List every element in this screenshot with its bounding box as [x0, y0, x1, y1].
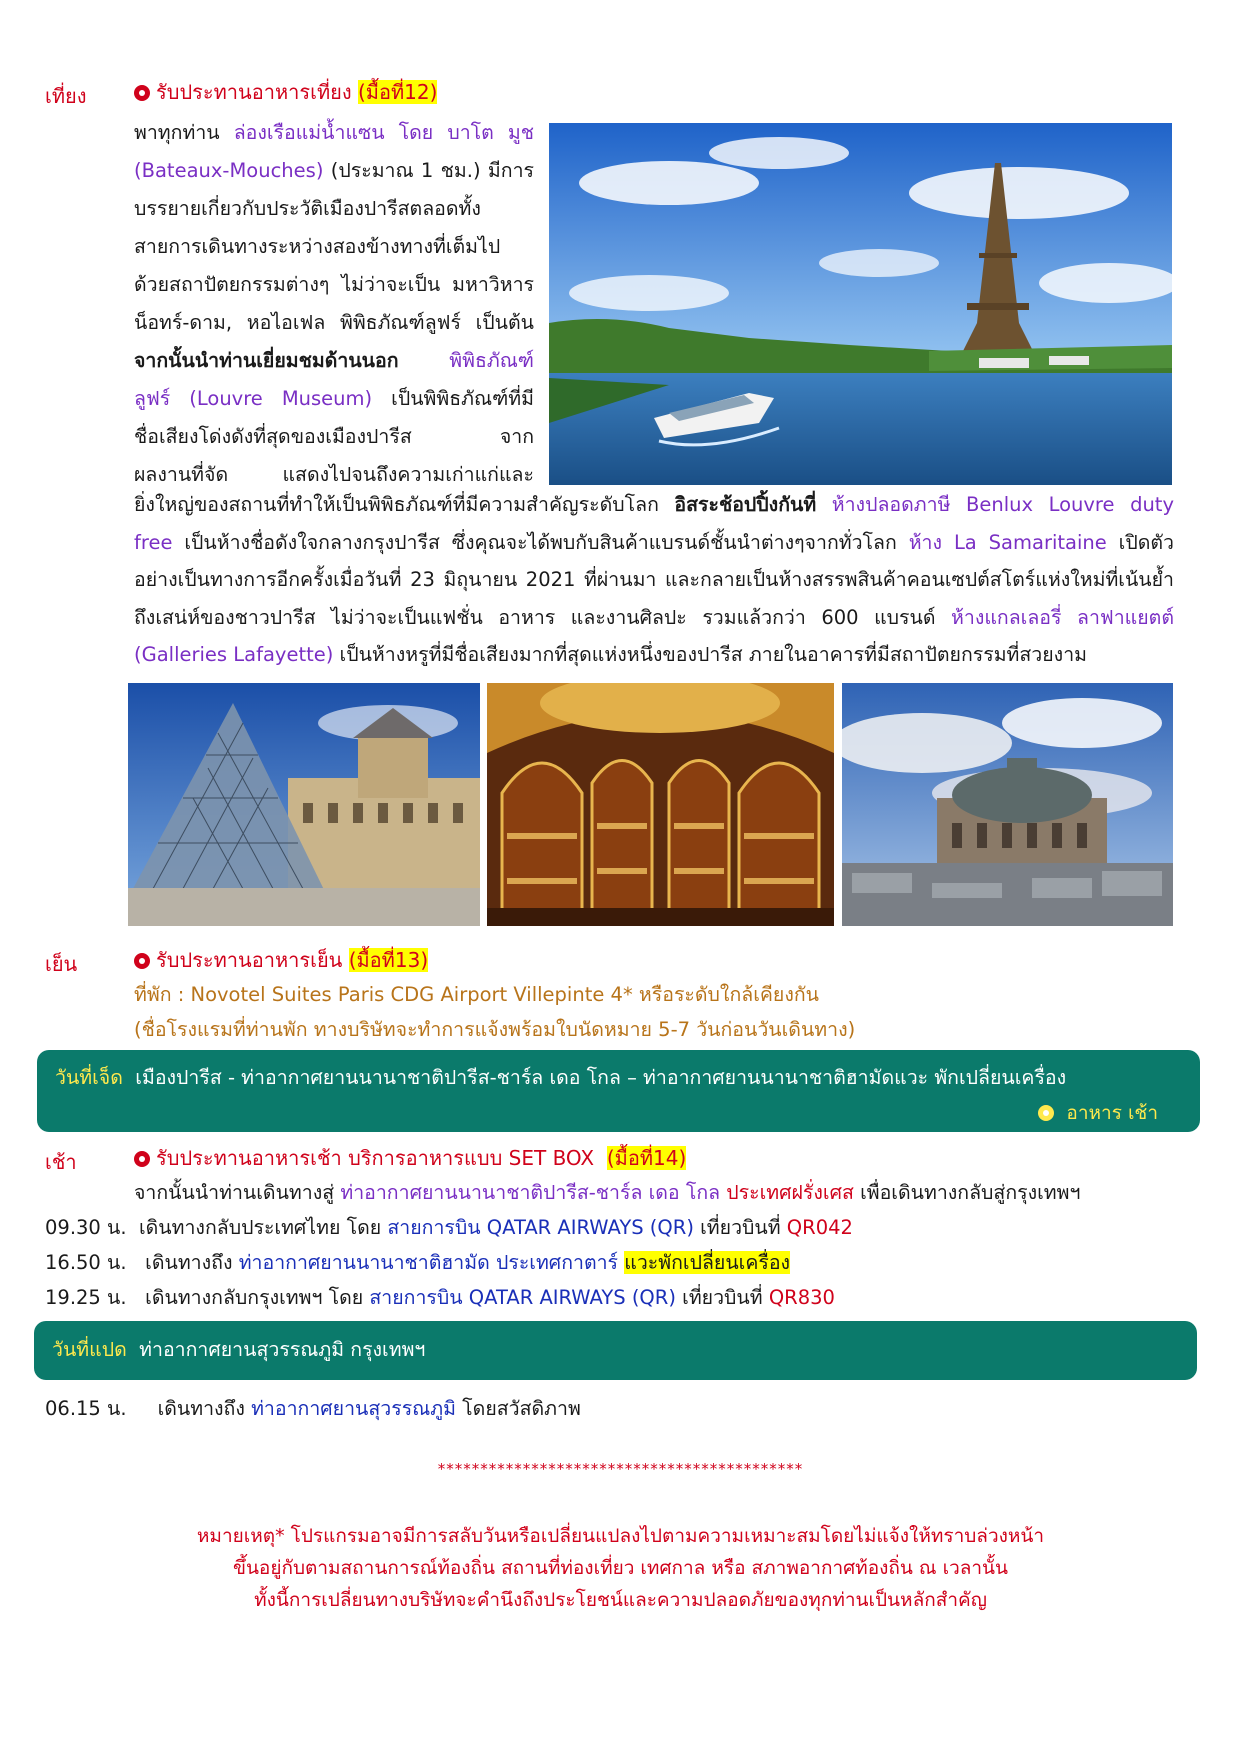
- separator-stars: *******************************************: [437, 1460, 804, 1478]
- para-line: สายการเดินทางระหว่างสองข้างทางที่เต็มไป: [134, 235, 501, 258]
- day-seven-title-line: [55, 1066, 1066, 1090]
- para-line: ด้วยสถาปัตยกรรมต่างๆ ไม่ว่าจะเป็น มหาวิหาร: [134, 273, 534, 296]
- photo-galeries-lafayette-dome: [487, 683, 834, 926]
- lunch-meal-text: รับประทานอาหารเที่ยง: [156, 80, 352, 104]
- day-seven-label: วันที่เจ็ด: [55, 1066, 123, 1089]
- para-line: จากนั้นนำท่านเยี่ยมชมด้านนอก พิพิธภัณฑ์: [134, 349, 534, 372]
- remark-line: ขึ้นอยู่กับตามสถานการณ์ท้องถิ่น สถานที่ท่องเที่ยว เทศกาล หรือ สภาพอากาศท้องถิ่น ณ เวลานั้น: [232, 1557, 1009, 1579]
- hotel-note: (ชื่อโรงแรมที่ท่านพัก ทางบริษัทจะทำการแจ้งพร้อมใบนัดหมาย 5-7 วันก่อนวันเดินทาง): [134, 1018, 856, 1041]
- para-line: ผลงานที่จัด แสดงไปจนถึงความเก่าแก่และ: [134, 463, 534, 486]
- remark-line: หมายเหตุ* โปรแกรมอาจมีการสลับวันหรือเปลี่ยนแปลงไปตามความเหมาะสมโดยไม่แจ้งให้ทราบล่วงหน้า: [196, 1525, 1045, 1547]
- meal-icon: [134, 85, 150, 101]
- flight-row: 19.25 น. เดินทางกลับกรุงเทพฯ โดย สายการบิน QATAR AIRWAYS (QR) เที่ยวบินที่ QR830: [45, 1286, 835, 1309]
- breakfast-meal-text: รับประทานอาหารเช้า บริการอาหารแบบ SET BOX: [156, 1146, 595, 1170]
- day-eight-title: ท่าอากาศยานสุวรรณภูมิ กรุงเทพฯ: [139, 1338, 426, 1361]
- photo-louvre-pyramid: [128, 683, 480, 926]
- dinner-meal-number: (มื้อที่13): [348, 948, 429, 972]
- day-seven-title: เมืองปารีส - ท่าอากาศยานนานาชาติปารีส-ชาร์ล เดอ โกล – ท่าอากาศยานนานาชาติฮามัดแวะ พักเปลี่ยนเครื่อง: [135, 1066, 1067, 1089]
- remark-note: [0, 1520, 1241, 1616]
- para-line: พาทุกท่าน ล่องเรือแม่น้ำแซน โดย บาโต มูช: [134, 121, 534, 144]
- breakfast-meal-number: (มื้อที่14): [606, 1146, 687, 1170]
- time-slot-dinner: เย็น: [45, 952, 78, 976]
- photo-palais-garnier: [842, 683, 1173, 926]
- hotel-line: ที่พัก : Novotel Suites Paris CDG Airport Villepinte 4* หรือระดับใกล้เคียงกัน: [134, 983, 820, 1006]
- shopping-paragraph: [134, 486, 1174, 674]
- day-seven-meals: อาหาร เช้า: [1038, 1101, 1158, 1125]
- dinner-meal-line: [134, 948, 428, 972]
- lunch-meal-number: (มื้อที่12): [357, 80, 438, 104]
- para-line: น็อทร์-ดาม, หอไอเฟล พิพิธภัณฑ์ลูฟร์ เป็นต้น: [134, 311, 534, 334]
- para-line: ยิ่งใหญ่ของสถานที่ทำให้เป็นพิพิธภัณฑ์ที่มีความสำคัญระดับโลก อิสระช้อปปิ้งกันที่ ห้างปลอดภาษี Benlux Louvre duty: [134, 493, 1174, 516]
- para-line: ลูฟร์ (Louvre Museum) เป็นพิพิธภัณฑ์ที่มี: [134, 387, 534, 410]
- meal-icon: [1038, 1105, 1054, 1121]
- arrival-row: 06.15 น. เดินทางถึง ท่าอากาศยานสุวรรณภูมิ โดยสวัสดิภาพ: [45, 1397, 581, 1420]
- time-slot-lunch: เที่ยง: [45, 84, 87, 108]
- para-line: ถึงเสน่ห์ของชาวปารีส ไม่ว่าจะเป็นแฟชั่น อาหาร และงานศิลปะ รวมแล้วกว่า 600 แบรนด์ ห้างแกลเลอรี่ ลาฟาแยตต์: [134, 605, 1174, 629]
- day-seven-header: [37, 1050, 1200, 1132]
- day-eight-title-line: [52, 1338, 425, 1362]
- lunch-meal-line: [134, 80, 437, 104]
- para-line: อย่างเป็นทางการอีกครั้งเมื่อวันที่ 23 มิถุนายน 2021 ที่ผ่านมา และกลายเป็นห้างสรรพสินค้าคอนเซปต์สโตร์แห่งใหม่ที่เน้นย้ำ: [134, 568, 1174, 591]
- para-line: free เป็นห้างชื่อดังใจกลางกรุงปารีส ซึ่งคุณจะได้พบกับสินค้าแบรนด์ชั้นนำต่างๆจากทั่วโลก ห้าง La Samaritaine เปิดตัว: [134, 530, 1174, 554]
- photo-seine-eiffel: [549, 123, 1172, 485]
- para-line: บรรยายเกี่ยวกับประวัติเมืองปารีสตลอดทั้ง: [134, 197, 481, 220]
- meal-icon: [134, 953, 150, 969]
- day-eight-header: [34, 1321, 1197, 1380]
- para-line: (Bateaux-Mouches) (ประมาณ 1 ชม.) มีการ: [134, 159, 534, 182]
- time-slot-breakfast: เช้า: [45, 1150, 77, 1174]
- lunch-paragraph: [134, 114, 534, 494]
- dinner-meal-text: รับประทานอาหารเย็น: [156, 948, 343, 972]
- meal-icon: [134, 1151, 150, 1167]
- flight-row: 09.30 น. เดินทางกลับประเทศไทย โดย สายการบิน QATAR AIRWAYS (QR) เที่ยวบินที่ QR042: [45, 1216, 853, 1239]
- breakfast-meal-line: [134, 1146, 686, 1170]
- remark-line: ทั้งนี้การเปลี่ยนทางบริษัทจะคำนึงถึงประโยชน์และความปลอดภัยของทุกท่านเป็นหลักสำคัญ: [254, 1589, 987, 1611]
- flight-row: 16.50 น. เดินทางถึง ท่าอากาศยานนานาชาติฮามัด ประเทศกาตาร์ แวะพักเปลี่ยนเครื่อง: [45, 1251, 791, 1274]
- para-line: (Galleries Lafayette) เป็นห้างหรูที่มีชื่อเสียงมากที่สุดแห่งหนึ่งของปารีส ภายในอาคารที่มีสถาปัตยกรรมที่สวยงาม: [134, 643, 1088, 666]
- airport-transfer-line: จากนั้นนำท่านเดินทางสู่ ท่าอากาศยานนานาชาติปารีส-ชาร์ล เดอ โกล ประเทศฝรั่งเศส เพื่อเดินทางกลับสู่กรุงเทพฯ: [134, 1181, 1081, 1204]
- para-line: ชื่อเสียงโด่งดังที่สุดของเมืองปารีส จาก: [134, 425, 534, 448]
- day-eight-label: วันที่แปด: [52, 1338, 127, 1361]
